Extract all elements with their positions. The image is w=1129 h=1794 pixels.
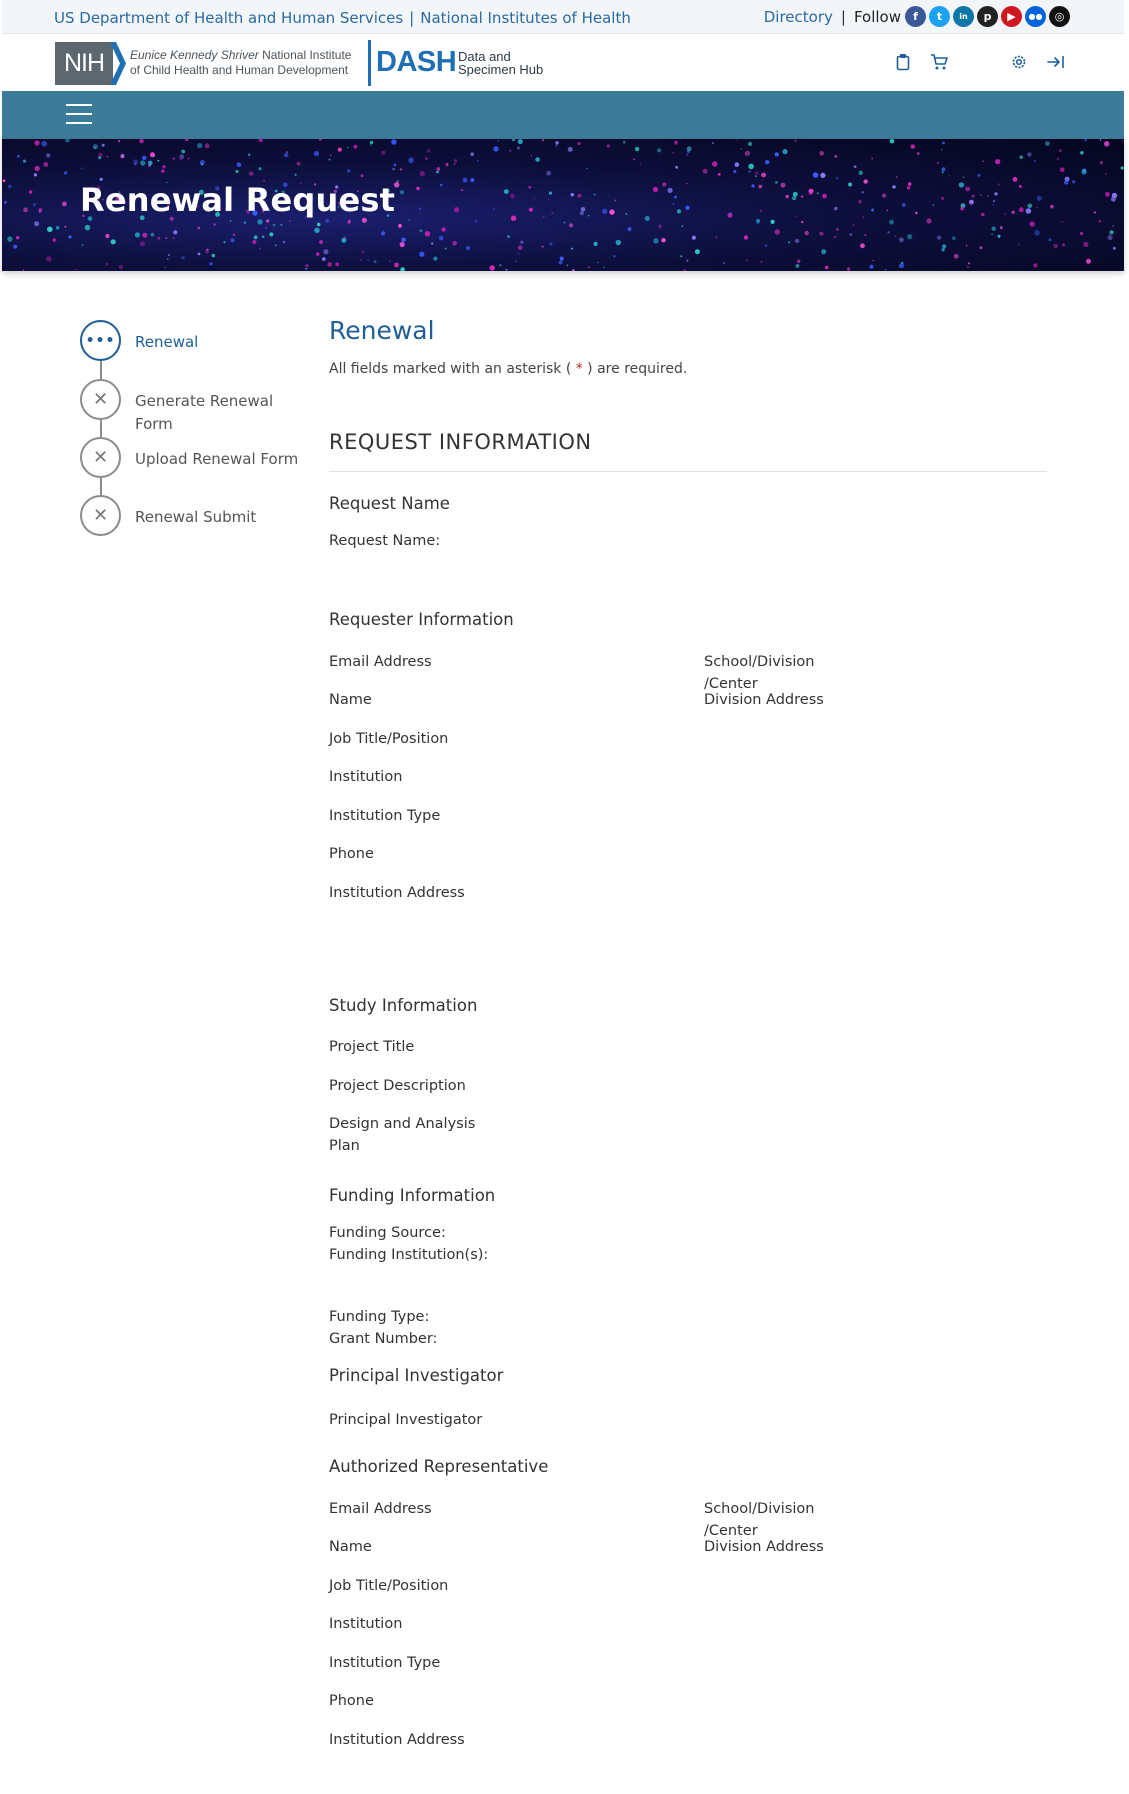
requester-institution-address-label: Institution Address — [329, 885, 465, 901]
section-divider — [329, 471, 1047, 472]
step-label: Renewal — [135, 333, 199, 351]
ar-email-label: Email Address — [329, 1501, 432, 1517]
nih-logo[interactable]: NIH — [55, 42, 113, 85]
nichd-line1-rest: National Institute — [258, 48, 352, 62]
pinterest-icon[interactable]: p — [977, 6, 998, 27]
ar-name-label: Name — [329, 1539, 372, 1555]
social-links — [905, 6, 1070, 27]
directory-link[interactable]: Directory — [763, 7, 833, 26]
required-note — [329, 361, 687, 377]
requester-institution-label: Institution — [329, 769, 403, 785]
form-title: Renewal — [329, 316, 435, 345]
cart-icon[interactable] — [930, 53, 948, 71]
dash-sub-line1: Data and — [458, 49, 511, 64]
dash-sub-line2: Specimen Hub — [458, 62, 544, 77]
requester-division-address-label: Division Address — [704, 692, 824, 708]
close-icon: ✕ — [80, 437, 121, 478]
youtube-icon[interactable]: ▶ — [1001, 6, 1022, 27]
step-label: Renewal Submit — [135, 508, 257, 526]
ellipsis-icon: ••• — [80, 320, 121, 361]
ar-division-address-label: Division Address — [704, 1539, 824, 1555]
funding-type-label: Funding Type: — [329, 1309, 430, 1325]
hamburger-menu-icon[interactable] — [66, 104, 92, 126]
nih-link[interactable]: National Institutes of Health — [420, 9, 631, 27]
requester-email-label: Email Address — [329, 654, 432, 670]
project-description-label: Project Description — [329, 1078, 466, 1094]
requester-institution-type-label: Institution Type — [329, 808, 441, 824]
stepper-connector — [100, 361, 102, 379]
step-label: Upload Renewal Form — [135, 450, 299, 468]
requester-name-label: Name — [329, 692, 372, 708]
required-note-prefix: All fields marked with an asterisk ( — [329, 361, 576, 377]
stepper-connector — [100, 478, 102, 495]
stepper-connector — [100, 420, 102, 437]
nichd-logo-text[interactable] — [130, 48, 351, 78]
subheading-authorized-representative: Authorized Representative — [329, 1457, 549, 1476]
section-heading-request-information: REQUEST INFORMATION — [329, 430, 592, 454]
subheading-funding-information: Funding Information — [329, 1186, 496, 1205]
funding-source-label: Funding Source: — [329, 1225, 446, 1241]
nichd-line2: of Child Health and Human Development — [130, 63, 349, 77]
design-line1: Design and Analysis — [329, 1116, 476, 1132]
nichd-line1-italic: Eunice Kennedy Shriver — [130, 48, 259, 62]
ar-institution-address-label: Institution Address — [329, 1732, 465, 1748]
main-navbar — [2, 91, 1124, 139]
dash-divider — [368, 40, 371, 86]
school-line1: School/Division — [704, 1501, 815, 1517]
follow-label: Follow — [853, 7, 901, 26]
ar-phone-label: Phone — [329, 1693, 374, 1709]
dash-subtitle — [458, 50, 543, 76]
instagram-icon[interactable]: ◎ — [1049, 6, 1070, 27]
school-line2: /Center — [704, 676, 758, 692]
separator: | — [840, 7, 846, 26]
login-icon[interactable] — [1047, 53, 1065, 71]
page-title: Renewal Request — [80, 181, 396, 219]
twitter-icon[interactable]: t — [929, 6, 950, 27]
design-line2: Plan — [329, 1138, 360, 1154]
utility-bar — [2, 0, 1124, 34]
step-label: Generate Renewal Form — [135, 392, 274, 433]
subheading-study-information: Study Information — [329, 996, 478, 1015]
clipboard-icon[interactable] — [895, 53, 911, 71]
design-analysis-plan-label — [329, 1113, 475, 1157]
close-icon: ✕ — [80, 379, 121, 420]
dash-logo[interactable]: DASH — [376, 46, 457, 78]
gear-icon[interactable] — [1010, 53, 1028, 71]
school-line1: School/Division — [704, 654, 815, 670]
required-asterisk: * — [575, 361, 583, 377]
request-name-label: Request Name: — [329, 533, 441, 549]
nih-logo-chevron — [110, 42, 126, 85]
required-note-suffix: ) are required. — [582, 361, 688, 377]
requester-phone-label: Phone — [329, 846, 374, 862]
separator: | — [409, 9, 415, 27]
principal-investigator-label: Principal Investigator — [329, 1412, 483, 1428]
requester-job-title-label: Job Title/Position — [329, 731, 449, 747]
hero-banner — [2, 139, 1124, 271]
subheading-principal-investigator: Principal Investigator — [329, 1366, 504, 1385]
project-title-label: Project Title — [329, 1039, 415, 1055]
close-icon: ✕ — [80, 495, 121, 536]
hhs-link[interactable]: US Department of Health and Human Services — [54, 9, 404, 27]
school-line2: /Center — [704, 1523, 758, 1539]
ar-institution-type-label: Institution Type — [329, 1655, 441, 1671]
ar-job-title-label: Job Title/Position — [329, 1578, 449, 1594]
flickr-icon[interactable]: ●● — [1025, 6, 1046, 27]
ar-institution-label: Institution — [329, 1616, 403, 1632]
facebook-icon[interactable]: f — [905, 6, 926, 27]
subheading-request-name: Request Name — [329, 494, 450, 513]
utility-left — [54, 9, 631, 27]
utility-right — [764, 6, 1070, 27]
linkedin-icon[interactable]: in — [953, 6, 974, 27]
subheading-requester-information: Requester Information — [329, 610, 514, 629]
site-header — [2, 34, 1124, 91]
grant-number-label: Grant Number: — [329, 1331, 438, 1347]
funding-institutions-label: Funding Institution(s): — [329, 1247, 489, 1263]
